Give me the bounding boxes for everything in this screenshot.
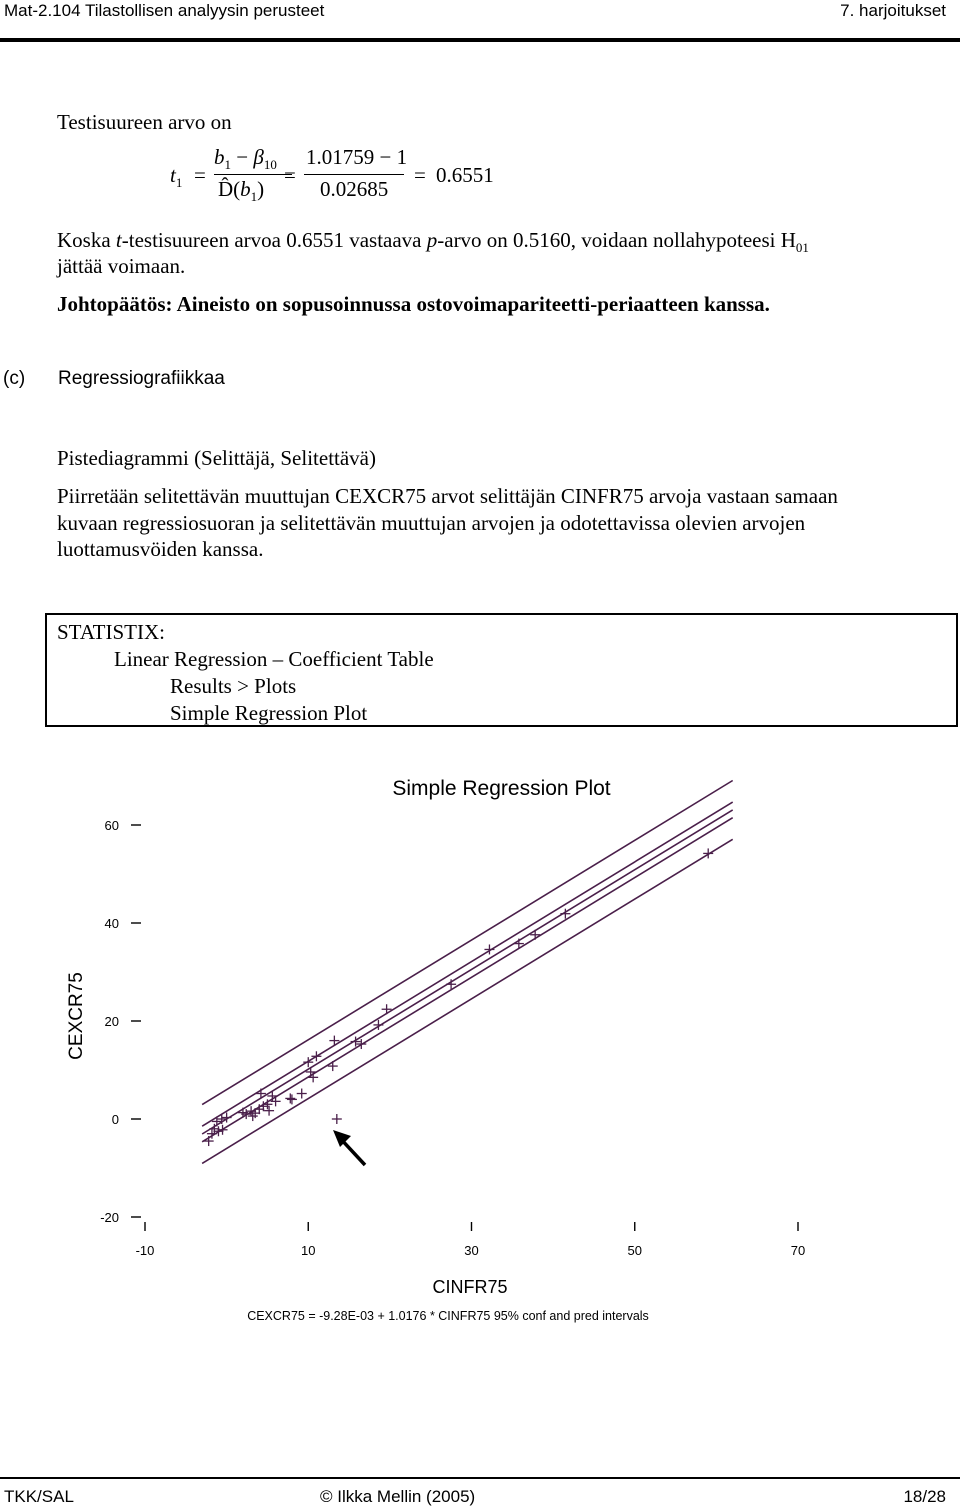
regression-equation-caption: CEXCR75 = -9.28E-03 + 1.0176 * CINFR75 95% conf and pred intervals [247, 1309, 649, 1323]
data-point [256, 1089, 266, 1099]
subheading: Pistediagrammi (Selittäjä, Selitettävä) [57, 446, 376, 470]
y-tick-label: 40 [104, 916, 119, 931]
regression-line [202, 810, 733, 1134]
formula-denominator-value: 0.02685 [320, 177, 389, 201]
footer-org: TKK/SAL [4, 1487, 74, 1506]
data-point [264, 1106, 274, 1116]
decision-text: Koska t-testisuureen arvoa 0.6551 vastaava p-arvo on 0.5160, voidaan nollahypoteesi $H_{01}$ [57, 228, 809, 255]
formula-denominator-symbolic: $D̂(b_1)$ [218, 177, 265, 204]
formula-numerator-symbolic: $b_1 - \beta_{10}$ [214, 145, 277, 172]
y-tick-label: 60 [104, 818, 119, 833]
menu-title: STATISTIX: [57, 620, 165, 644]
data-point [311, 1051, 321, 1061]
formula-frac-line-1 [214, 174, 292, 175]
description-line: kuvaan regressiosuoran ja selitettävän muuttujan arvojen ja odotettavissa olevien arvojen [57, 511, 806, 535]
prediction-band-upper [202, 780, 733, 1104]
x-tick-label: 30 [464, 1243, 479, 1258]
confidence-band-upper [202, 802, 733, 1126]
data-point [285, 1093, 295, 1103]
x-tick-label: -10 [135, 1243, 155, 1258]
formula-eq-2: = [284, 163, 296, 187]
footer-rule [0, 1477, 960, 1479]
formula-eq-3: = [414, 163, 426, 187]
formula-eq-1: = [194, 163, 206, 187]
description-line: luottamusvöiden kanssa. [57, 537, 264, 561]
formula-lhs: $t_1$ [170, 163, 183, 190]
description-line: Piirretään selitettävän muuttujan CEXCR75 arvot selittäjän CINFR75 arvoja vastaan samaan [57, 484, 838, 508]
y-tick-label: -20 [100, 1210, 119, 1225]
header-rule [0, 38, 960, 42]
x-axis-label: CINFR75 [432, 1277, 508, 1297]
menu-path-step-3: Simple Regression Plot [170, 701, 368, 725]
test-stat-intro: Testisuureen arvo on [57, 110, 232, 134]
data-point [212, 1116, 222, 1126]
page-number: 18/28 [903, 1487, 946, 1506]
x-tick-label: 50 [627, 1243, 642, 1258]
data-point [530, 930, 540, 940]
section-title: Regressiografiikkaa [58, 368, 225, 389]
decision-text-line2: jättää voimaan. [57, 254, 186, 278]
y-tick-label: 20 [104, 1014, 119, 1029]
formula-frac-line-2 [304, 174, 404, 175]
t-statistic-formula [170, 145, 510, 210]
confidence-band-lower [202, 818, 733, 1142]
menu-path-step-1: Linear Regression – Coefficient Table [114, 647, 434, 671]
section-label: (c) [3, 368, 26, 389]
x-tick-label: 10 [301, 1243, 316, 1258]
formula-numerator-value: 1.01759 − 1 [306, 145, 408, 169]
exercise-title: 7. harjoitukset [840, 1, 946, 20]
data-point [308, 1072, 318, 1082]
formula-result: 0.6551 [436, 163, 494, 187]
footer-copyright: © Ilkka Mellin (2005) [320, 1487, 476, 1506]
x-tick-label: 70 [790, 1243, 806, 1258]
data-point [382, 1004, 392, 1014]
data-point [297, 1089, 307, 1099]
y-axis-label: CEXCR75 [66, 972, 87, 1060]
conclusion-text: Johtopäätös: Aineisto on sopusoinnussa ostovoimapariteetti-periaatteen kanssa. [57, 292, 770, 316]
course-title: Mat-2.104 Tilastollisen analyysin perusteet [4, 1, 325, 20]
data-point [332, 1114, 342, 1124]
menu-path-step-2: Results > Plots [170, 674, 297, 698]
data-point [287, 1094, 297, 1104]
chart-title: Simple Regression Plot [392, 777, 611, 800]
data-point [306, 1067, 316, 1077]
y-tick-label: 0 [111, 1112, 119, 1127]
prediction-band-lower [202, 839, 733, 1163]
regression-chart [0, 760, 960, 1340]
data-point [328, 1061, 338, 1071]
